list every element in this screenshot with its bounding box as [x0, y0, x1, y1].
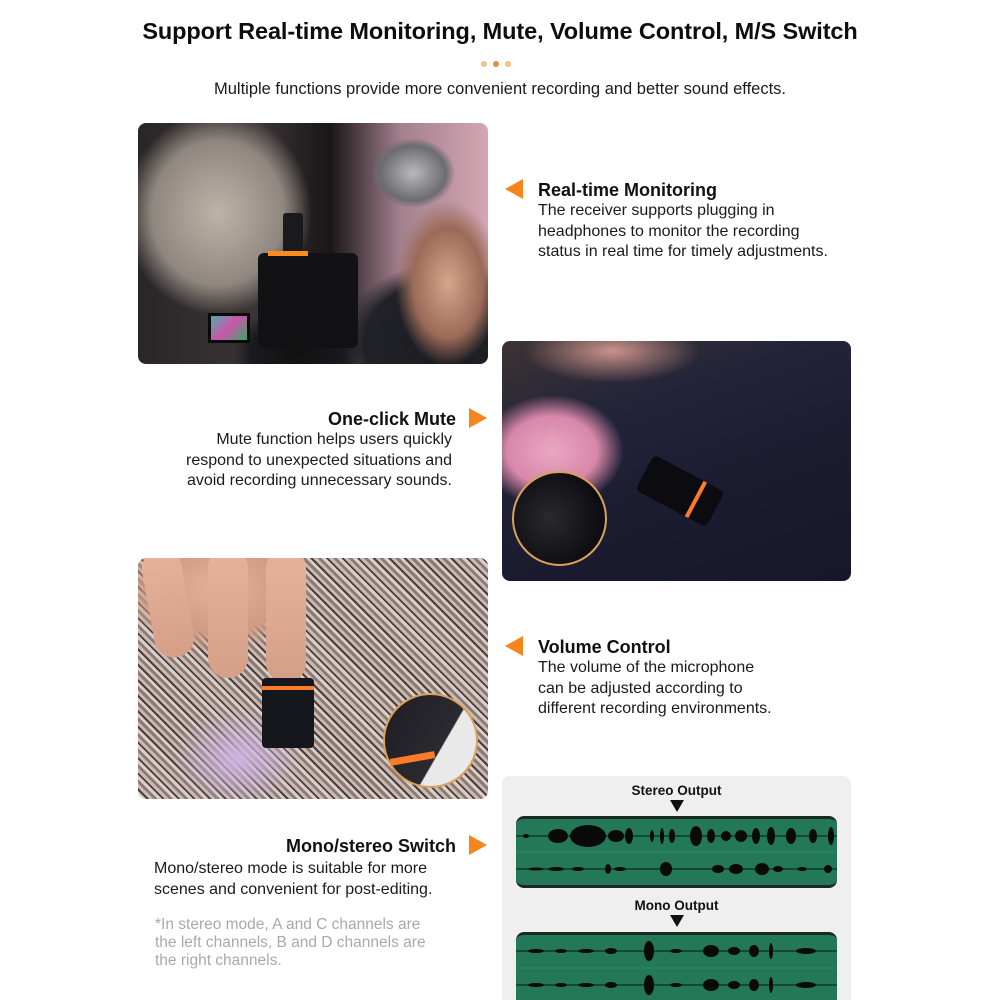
orange-stripe — [685, 481, 707, 518]
feature-desc-line: headphones to monitor the recording — [538, 222, 800, 240]
note-line: the left channels, B and D channels are — [155, 934, 426, 951]
feature-desc-line: different recording environments. — [538, 700, 772, 717]
waveform-panel — [502, 776, 851, 1000]
finger — [266, 558, 306, 683]
arrow-left-icon — [505, 179, 523, 199]
orange-stripe — [262, 686, 314, 690]
camera-body — [258, 253, 358, 348]
feature-volume-control — [538, 636, 838, 720]
note-line: *In stereo mode, A and C channels are — [155, 916, 421, 933]
stereo-output-label: Stereo Output — [631, 783, 722, 798]
feature-desc-line: status in real time for timely adjustments. — [538, 243, 828, 260]
finger — [208, 558, 248, 678]
triangle-down-icon — [670, 800, 684, 812]
arrow-right-icon — [469, 835, 487, 855]
volume-buttons-closeup — [383, 693, 478, 788]
triangle-down-icon — [670, 915, 684, 927]
mute-photo — [502, 341, 851, 581]
feature-desc-line: respond to unexpected situations and — [186, 451, 452, 469]
feature-desc-line: The volume of the microphone — [538, 659, 755, 676]
dot-icon — [505, 61, 511, 67]
feature-mono-stereo-desc — [154, 859, 474, 900]
feature-mono-stereo-switch — [140, 835, 456, 857]
finger — [139, 558, 197, 661]
feature-desc-line: The receiver supports plugging in — [538, 202, 775, 219]
feature-one-click-mute — [140, 408, 456, 492]
feature-desc-line: can be adjusted according to — [538, 679, 743, 697]
page-subtitle: Multiple functions provide more convenient recording and better sound effects. — [213, 80, 787, 98]
feature-real-time-monitoring — [538, 179, 868, 263]
feature-desc-line: scenes and convenient for post-editing. — [154, 880, 433, 898]
feature-title: One-click Mute — [327, 409, 456, 429]
arrow-left-icon — [505, 636, 523, 656]
feature-title: Real-time Monitoring — [538, 180, 717, 200]
camera-screen — [208, 313, 250, 343]
feature-title: Mono/stereo Switch — [285, 836, 456, 856]
stereo-waveform — [516, 816, 837, 888]
feature-desc-line: avoid recording unnecessary sounds. — [186, 472, 452, 489]
receiver-device — [283, 213, 303, 253]
waveform-graphic — [516, 935, 837, 1000]
orange-stripe — [390, 751, 436, 766]
transmitter-device — [262, 678, 314, 748]
dot-icon — [493, 61, 499, 67]
feature-desc-line: Mute function helps users quickly — [216, 431, 452, 448]
mute-button-closeup — [512, 471, 607, 566]
dot-icon — [481, 61, 487, 67]
mono-output-label: Mono Output — [634, 898, 719, 913]
mono-waveform — [516, 932, 837, 1000]
arrow-right-icon — [469, 408, 487, 428]
orange-accent — [268, 251, 308, 256]
note-line: the right channels. — [155, 952, 282, 969]
stereo-channel-note — [155, 916, 475, 970]
volume-photo — [138, 558, 488, 799]
waveform-graphic — [516, 819, 837, 888]
feature-desc-line: Mono/stereo mode is suitable for more — [154, 860, 428, 877]
transmitter-device — [635, 455, 724, 528]
feature-title: Volume Control — [538, 637, 671, 657]
decorative-dots — [481, 61, 511, 67]
page-title: Support Real-time Monitoring, Mute, Volume Control, M/S Switch — [142, 18, 858, 44]
monitoring-photo — [138, 123, 488, 364]
